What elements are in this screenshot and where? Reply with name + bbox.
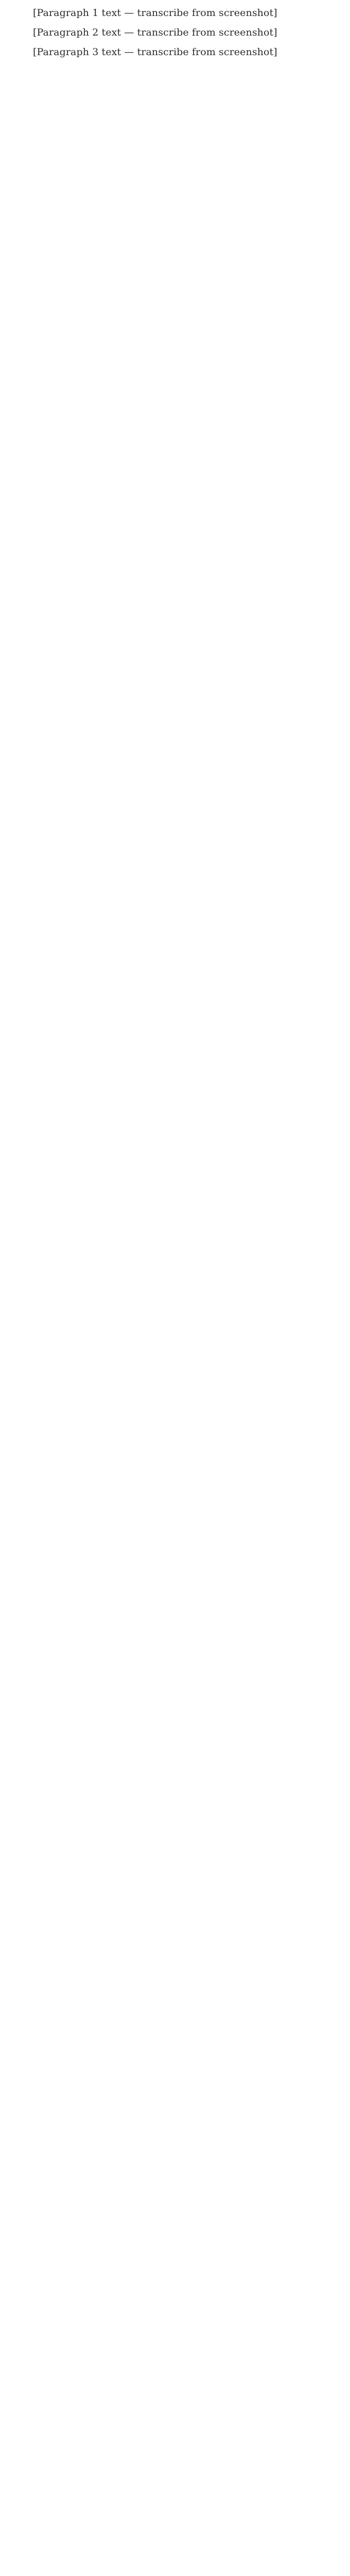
paragraph: [Paragraph 1 text — transcribe from screenshot] xyxy=(33,7,277,19)
paragraph: [Paragraph 2 text — transcribe from screenshot] xyxy=(33,27,277,38)
paragraph: [Paragraph 3 text — transcribe from screenshot] xyxy=(33,46,277,58)
article-body xyxy=(13,5,337,60)
